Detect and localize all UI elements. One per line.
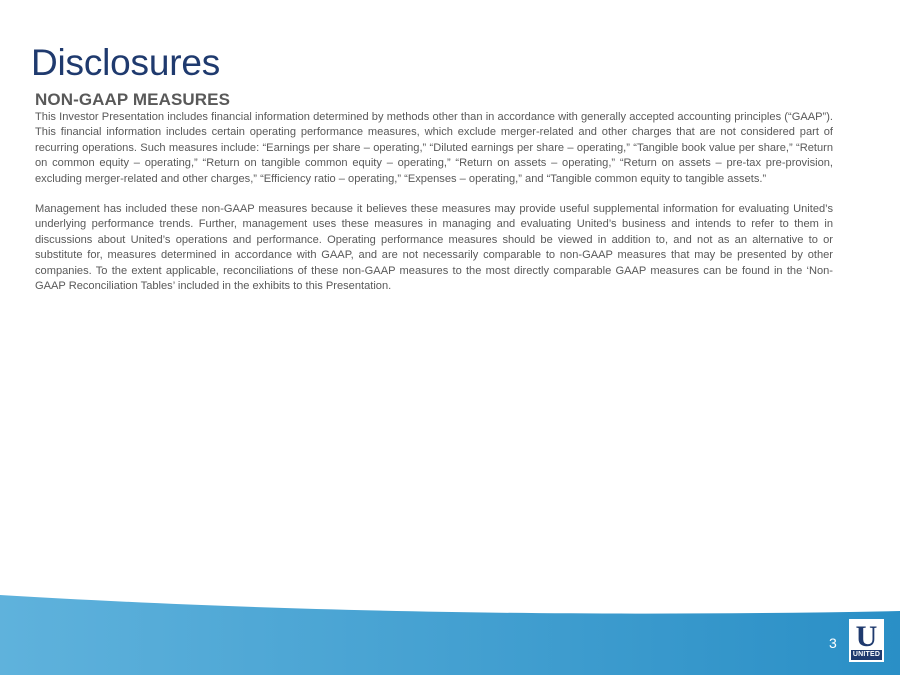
footer-wave-band: [0, 585, 900, 675]
non-gaap-section: [35, 90, 833, 294]
svg-text:U: U: [855, 620, 878, 649]
slide-title: Disclosures: [31, 42, 221, 83]
section-heading: NON-GAAP MEASURES: [35, 90, 231, 109]
page-number: 3: [829, 635, 837, 651]
logo-u-letter: [849, 619, 884, 649]
logo-wordmark: UNITED: [852, 651, 881, 658]
disclosure-paragraph-2: Management has included these non-GAAP measures because it believes these measures may provide useful supplemental information for evaluating United’s underlying performance trends. Further, management uses these measures in managing and evaluating United’s business and intends to refer to them in discussions about United’s operations and performance. Operating performance measures should be viewed in addition to, and not as an alternative to or substitute for, measures determined in accordance with GAAP, and are not necessarily comparable to non-GAAP measures that may be presented by other companies. To the extent applicable, reconciliations of these non-GAAP measures to the most directly comparable GAAP measures can be found in the ‘Non-GAAP Reconciliation Tables’ included in the exhibits to this Presentation.: [35, 203, 833, 293]
united-logo: [849, 619, 884, 662]
disclosure-paragraph-1: This Investor Presentation includes financial information determined by methods other than in accordance with generally accepted accounting principles (“GAAP”). This financial information includes certain operating performance measures, which exclude merger-related and other charges that are not considered part of recurring operations. Such measures include: “Earnings per share – operating,” “Diluted earnings per share – operating,” “Tangible book value per share,” “Return on common equity – operating,” “Return on tangible common equity – operating,” “Return on assets – operating,” “Return on assets – pre-tax pre-provision, excluding merger-related and other charges,” “Efficiency ratio – operating,” “Expenses – operating,” and “Tangible common equity to tangible assets.”: [35, 111, 833, 185]
